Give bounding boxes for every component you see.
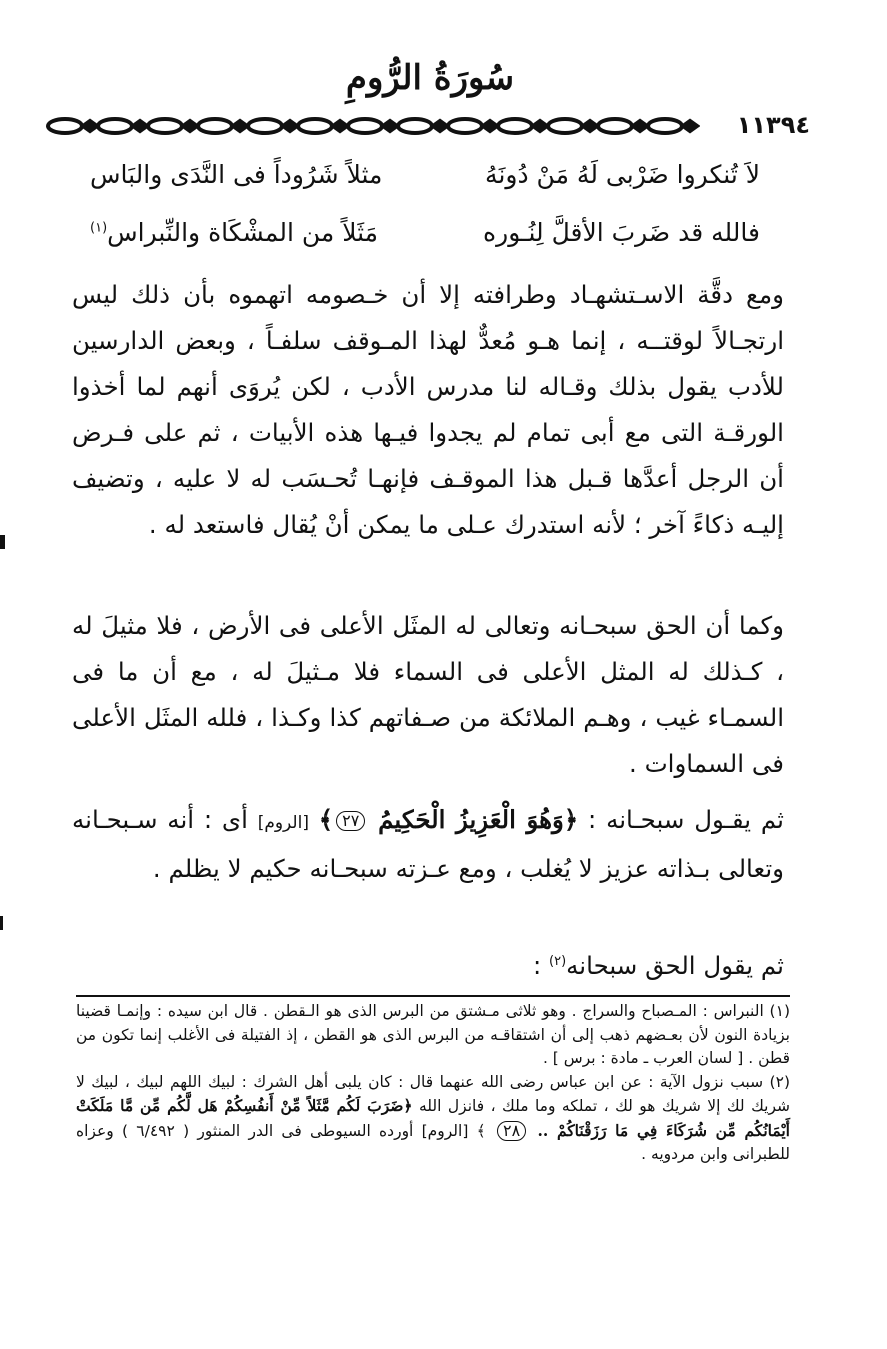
- ornament-chain-icon: [40, 113, 700, 139]
- poem-verse-2: [90, 218, 760, 258]
- footnote-2-text: (٢) سبب نزول الآية : عن ابن عباس رضى الله عنهما قال : كان يلبى أهل الشرك : لبيك اللهم لبيك ، لبيك لا شريك لك إلا شريك هو لك ، تملكه وما ملك ، فانزل الله: [76, 1072, 790, 1115]
- paragraph-2: وكما أن الحق سبحـانه وتعالى له المثَل الأعلى فى الأرض ، فلا مثيلَ له ، كـذلك له المثل الأعلى فى السماء فلا مـثيلَ له ، مع أن ما فى السمـاء غيب ، وهـم الملائكة من صـفاتهم كذا وكـذا ، فلله المثَل الأعلى فى السماوات .: [72, 611, 784, 778]
- surah-title: سُورَةُ الرُّومِ: [345, 58, 515, 98]
- quran-verse: ﴿وَهُوَ الْعَزِيزُ الْحَكِيمُ: [378, 805, 579, 834]
- quran-verse-close: ﴾: [318, 805, 334, 834]
- page-number: ١١٣٩٤: [736, 111, 810, 139]
- surah-reference: [الروم]: [257, 813, 309, 833]
- paragraph-3: [72, 797, 784, 892]
- footnotes: [76, 1000, 790, 1167]
- paragraph-4-colon: :: [532, 951, 542, 981]
- footnote-2-source: ﴾ [الروم] أورده السيوطى فى الدر المنثور ( ٦/٤٩٢ ) وعزاه للطبرانى وابن مردويه .: [76, 1121, 790, 1163]
- footnote-2-quran: ﴿ضَرَبَ لَكُم مَّثَلاً مِّنْ أَنفُسِكُمْ هَل لَّكُم مِّن مَّا مَلَكَتْ أَيْمَانُكُم مِّن شُرَكَاءَ فِي مَا رَزَقْنَاكُمْ ..: [76, 1096, 790, 1140]
- poem-verse-2-text: مَثَلاً من المشْكَاة والنِّبراس: [107, 218, 379, 247]
- footnote-2-ayah-badge: ٢٨: [497, 1121, 526, 1141]
- footnote-divider: [76, 995, 790, 997]
- paragraph-3-intro: ثم يقـول سبحـانه :: [588, 805, 784, 834]
- footnote-mark-1[interactable]: (١): [90, 220, 108, 236]
- poem-verse-1-first-hemistich: لاَ تُنكروا ضَرْبى لَهُ مَنْ دُونَهُ: [485, 160, 760, 189]
- footnote-2: [76, 1071, 790, 1167]
- paragraph-4-text: ثم يقول الحق سبحانه: [566, 951, 784, 981]
- footnote-1: (١) النبراس : المـصباح والسراج . وهو ثلاثى مـشتق من البرس الذى هو الـقطن . قال ابن سيده : وإنمـا قضينا بزيادة النون لأن بعـضهم ذهب إلى أن اشتقاقـه من البرس الذى هو القطن ، إذ الفتيلة فى الأغلب إنما تكون من قطن . [ لسان العرب ـ مادة : برس ] .: [76, 1002, 790, 1067]
- scan-edge-mark: [0, 535, 5, 549]
- paragraph-3-text: أى : أنه سـبحـانه وتعالى بـذاته عزيز لا يُغلب ، ومع عـزته سبحـانه حكيم لا يظلم .: [72, 805, 784, 883]
- poem-verse-1: [90, 160, 760, 200]
- paragraph-1: ومع دقَّة الاسـتشهـاد وطرافته إلا أن خـصومه اتهموه بأن ذلك ليس ارتجـالاً لوقتــه ، إنما هـو مُعدٌّ لهذا المـوقف سلفـاً ، وبعض الدارسين للأدب يقول بذلك وقـاله لنا مدرس الأدب ، لكن يُروَى أنهم لما أخذوا الورقـة التى مع أبى تمام لم يجدوا فيـها هذه الأبيات ، ثم على فـرض أن الرجل أعدَّها قـبل هذا الموقـف فإنهـا تُحـسَب له لا عليه ، وتضيف إليـه ذكاءً آخر ؛ لأنه استدرك عـلى ما يمكن أنْ يُقال فاستعد له .: [72, 280, 784, 539]
- scan-edge-mark: [0, 916, 3, 930]
- poem-verse-1-second-hemistich: مثلاً شَرُوداً فى النَّدَى والبَاس: [90, 160, 383, 189]
- paragraph-4: [72, 939, 784, 989]
- ayah-number-badge: ٢٧: [336, 811, 365, 831]
- poem-verse-2-first-hemistich: فالله قد ضَربَ الأقلَّ لِنُـوره: [483, 218, 760, 247]
- page-header: [40, 113, 810, 139]
- footnote-mark-2[interactable]: (٢): [549, 954, 567, 969]
- poem-verse-2-second-hemistich: [90, 218, 378, 247]
